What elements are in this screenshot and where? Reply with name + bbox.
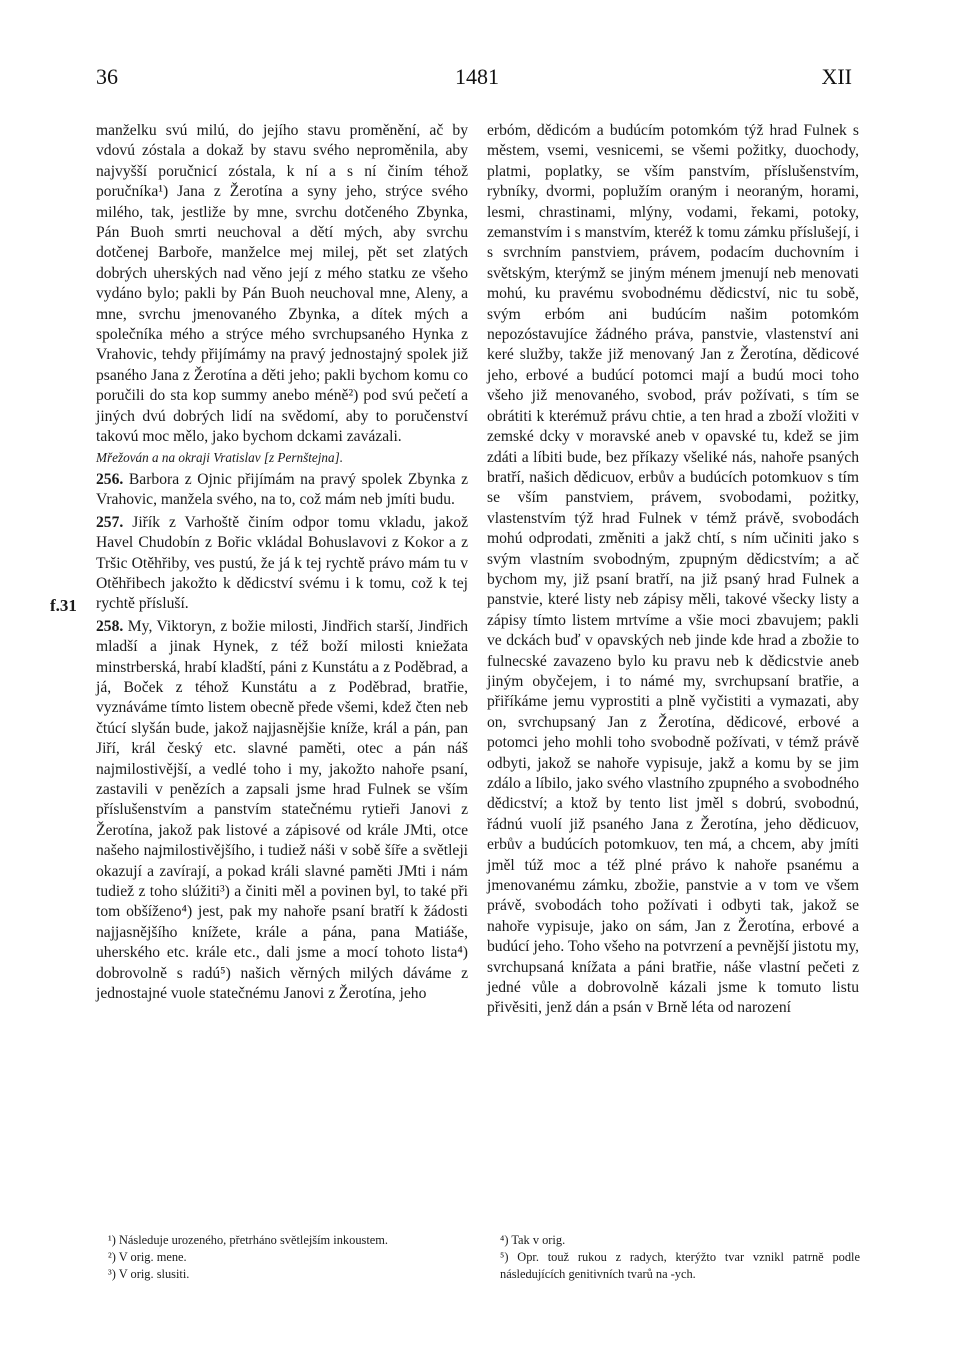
footnote-4: ⁴) Tak v orig. (500, 1233, 566, 1247)
page-year: 1481 (455, 64, 499, 89)
footnote-1: ¹) Následuje urozeného, přetrháno světlejším inkoustem. (108, 1233, 389, 1247)
footnote-5: ⁵) Opr. touž rukou z radych, kterýžto tvar vznikl patrně podle následujících genitivních tvarů na -ych. (500, 1250, 860, 1282)
paragraph-right: erbóm, dědicóm a budúcím potomkóm týž hrad Fulnek s městem, vsemi, vesnicemi, se všemi požitky, duochody, platmi, poplatky, se vším panstvím, příslušenstvím, rybníky, dvormi, poplužím oraným i neoraným, horami, lesmi, chrastinami, mlýny, vodami, řekami, potoky, zemanstvím i s manstvím, kteréž k tomu zámku příslušejí, i s svrchním panstviem, právem, podacím duchovním i světským, kterýmž se jiným ménem jmenují neb menovati mohú, ku pravému svobodnému dědicství, nic tu sobě, svým erbóm ani budúcím našim potomkóm nepozóstavujíce žádného práva, panstvie, vlastenství ani keré služby, takže již menovaný Jan z Žerotína, dědicové jeho, erbové a budúcí potomci mají a budú moci toho všeho již menovaného, svobod, práv požívati, s tím se obrátiti k kterémuž právu chtie, a ten hrad a zboží vložiti v zemské dcky v moravské aneb v opavské tu, kdež se jim zdáti a líbiti bude, bez příkazy všeliké nás, nahoře psaných bratří, našich dědicuov, erbův a budúcích potomkuov s tím se vším panstviem, právem, svobodami, pożitky, vlastenstvím týž hrad Fulnek v témž právě, svobodách mohú odprodati, změniti a jakž chtí, s ním učiniti jako s svým vlastním svobodným, zpupným dědicstvím; a ač bychom my, již psaní bratří, na již psaný hrad Fulnek a panstvie, které listy neb zápisy měli, takové všecky listy a zápisy tímto listem mrtvíme a všie moci zbavujem; pakli ve dckách buď v opavských neb jinde kde hrad a zbožie to fulnecské zavazeno bylo ku pravu neb k dědicstvie aneb jiným obyčejem, i to námé my, svrchupsaní bratřie, a přiříkáme jemu vyprostiti a plně vyčistiti a vymazati, aby on, svrchupsaný Jan z Žerotína, dědicové, erbové a potomci jeho mohli toho svobodně požívati, v témž právě odbyti, jakož se nahoře vypisuje, jakž a komu by se jim zdálo a líbilo, jako svého vlastního zpupného a svobodného dědicství; a ktož by tento list jměl s dobrú, svobodnú, řádnú vuolí již psaného Jana z Žerotína, jeho dědicuov, erbův a budúcích potomkuov, ten má, a chcem, aby jmíti jměl túž moc a též plné právo k nahoře psanému a jmenovanému zámku, zbožie, panstvie a v tom ve všem právě, svobodách toho požívati i odbyti tak, jakož se nahoře vypisuje, jako on sám, Jan z Žerotína, erbové a budúcí jeho. Toho všeho na potvrzení a pevnější jistotu my, svrchupsaná knížata a páni bratřie, náše vlastní pečeti z jedné vůle a dobrovolně kázali jsme k tomuto listu přivěsiti, jenž dán a psán v Brně léta od narození (487, 122, 860, 1017)
paragraph-continuation: manželku svú milú, do jejího stavu proměnění, ač by vdovú zóstala a dokaž by stavu svého neproměnila, aby najvyšší poručnicí zóstala, k ní a s ní činím téhož poručníka¹) Jana z Žerotína a syny jeho, strýce svého milého, tak, jestliže by mne, svrchu dotčeného Zbynka, Pán Buoh smrti neuchoval a dětí mých, aby svrchu dotčenej Barboře, manželce mej milej, pět set zlatých dobrých uherských nad věno její z mého statku ze všeho vydáno bylo; pakli by Pán Buoh neuchoval mne, Aleny, a mne, svrchu jmenovaného Zbynka, a dítek mých a společníka mého a strýce mého svrchupsaného Hynka z Vrahovic, tehdy přijímámy na pravý jednostajný spolek již psaného Jana z Žerotína a děti jeho; pakli bychom komu co poručili do sta kop summy anebo méně²) pod svú pečetí a jiných dvú dobrých lidí na svědomí, aby to poručenství takovú moc mělo, jako bychom dckami zavázali. (96, 122, 468, 446)
entry-256 (96, 470, 468, 511)
left-column (96, 121, 468, 1004)
entry-text: Jiřík z Varhoště činím odpor tomu vkladu, jakož Havel Chudobín z Bořic vkládal Bohuslavovi z Kokor a z Tršic Otěhřiby, ves pustú, že já k tej rychtě právo mám tu v Otěhřibech jakožto k dědicství svému i k tomu, což k tej rychtě přísluší. (96, 513, 468, 613)
section-number: XII (821, 64, 852, 89)
entry-text: My, Viktoryn, z božie milosti, Jindřich starší, Jindřich mladší a jinak Hynek, z též boží milosti kniežata minstrberská, hrabí kladští, páni z Kunstátu a z Poděbrad, a já, Boček z téhož Kunstátu a z Poděbrad, bratřie, vyznáváme tímto listem obecně přede všemi, kdež čten neb čtúcí slyšán bude, jakož najjasnějšie kníže, král a pán, pan Jiří, král český etc. slavné paměti, otec a pán náš najmilostivější, a vedlé toho i my, jakožto nahoře psaní, zastavili v penězích a zapsali jsme hrad Fulnek se vším příslušenstvím a panstvím statečnému rytieři Janovi z Žerotína, jakož pak listové a zápisové od krále JMti, otce našeho najmilostivějšího, i tudiež náši v sobě šíře a světleji okazují a zavírají, a pokad králi slavné paměti JMti i nám tudiež z toho slúžiti³) a činiti měl a povinen byl, to také při tom obšíženo⁴) jest, pak my nahoře psaní bratří k žádosti najjasnějšího knížete, krále a pána, pana Matiáše, uherského etc. krále etc., dali jsme a mocí tohoto lista⁴) dobrovolně s radú⁵) našich věrných milých dáváme z jednostajné vuole statečnému Janovi z Žerotína, jeho (96, 617, 468, 1003)
footnotes-right (500, 1232, 860, 1284)
page-number: 36 (96, 64, 118, 89)
entry-text: Barbora z Ojnic přijímám na pravý spolek Zbynka z Vrahovic, manžela svého, na to, což mám neb jmíti budu. (96, 470, 468, 509)
footnote-3: ³) V orig. slusiti. (108, 1267, 190, 1282)
editorial-note: Mřežován a na okraji Vratislav [z Pernštejna]. (96, 449, 344, 465)
entry-number: 256. (96, 470, 124, 488)
entry-257 (96, 513, 468, 615)
folio-margin-note: f.31 (50, 596, 77, 615)
entry-number: 258. (96, 617, 124, 635)
footnote-2: ²) V orig. mene. (108, 1250, 187, 1265)
entry-258 (96, 617, 468, 1005)
right-column (487, 121, 859, 1019)
entry-number: 257. (96, 513, 124, 531)
footnotes-left (108, 1232, 454, 1284)
